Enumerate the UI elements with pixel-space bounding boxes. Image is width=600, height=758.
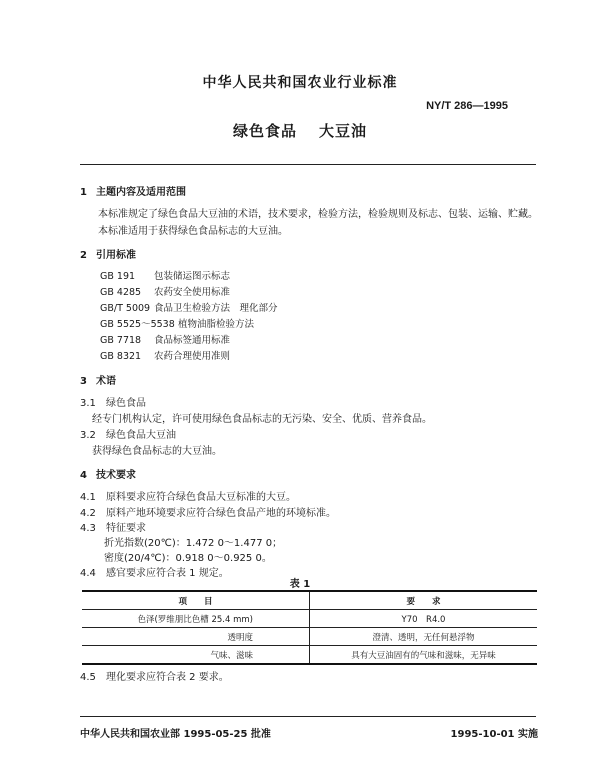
document-title-part2: 大豆油: [319, 122, 368, 140]
row-requirement: 澄清、透明，无任何悬浮物: [310, 628, 538, 646]
subsection-4-2: [80, 504, 336, 519]
refractive-index-line: 折光指数(20℃)：1.472 0～1.477 0；: [104, 538, 283, 549]
table-row: [82, 610, 537, 628]
reference-code: GB 191: [100, 271, 136, 282]
subsection-number: 4.2: [80, 508, 96, 519]
sensory-requirements-table: [82, 590, 537, 665]
section-1-heading: [80, 183, 186, 198]
section-1-number: 1: [80, 187, 87, 198]
section-1-paragraph-2: 本标准适用于获得绿色食品标志的大豆油。: [98, 226, 288, 237]
reference-item: [100, 284, 230, 298]
table-row: [82, 646, 537, 665]
reference-item: [100, 348, 230, 362]
subsection-text: 感官要求应符合表 1 规定。: [106, 568, 229, 579]
subsection-title: 绿色食品大豆油: [106, 430, 176, 441]
subsection-text: 理化要求应符合表 2 要求。: [106, 672, 229, 683]
reference-code: GB/T 5009: [100, 303, 151, 314]
row-requirement: 具有大豆油固有的气味和滋味，无异味: [310, 646, 538, 665]
subsection-number: 4.1: [80, 492, 96, 503]
reference-name: 包装储运图示标志: [154, 271, 231, 282]
subsection-text: 原料产地环境要求应符合绿色食品产地的环境标准。: [106, 508, 336, 519]
subsection-number: 3.2: [80, 430, 96, 441]
reference-code: GB 8321: [100, 351, 142, 362]
reference-name: 农药安全使用标准: [154, 287, 231, 298]
reference-name: 食品卫生检验方法 理化部分: [154, 303, 278, 314]
reference-item: [100, 316, 254, 330]
subsection-number: 4.4: [80, 568, 96, 579]
row-item: 气味、滋味: [82, 646, 310, 665]
reference-name: 食品标签通用标准: [154, 335, 231, 346]
subsection-number: 4.5: [80, 672, 96, 683]
reference-item: [100, 300, 278, 314]
section-3-title: 术语: [96, 376, 116, 387]
row-item: 透明度: [82, 628, 310, 646]
subsection-3-1-heading: [80, 394, 146, 409]
density-line: 密度(20/4℃)：0.918 0～0.925 0。: [104, 553, 272, 564]
subsection-text: 特征要求: [106, 523, 146, 534]
subsection-4-5: [80, 668, 229, 683]
table-1-caption: 表 1: [289, 579, 311, 590]
section-1-paragraph-1: 本标准规定了绿色食品大豆油的术语，技术要求，检验方法，检验规则及标志、包装、运输、贮藏。: [98, 209, 538, 220]
header-item: 项 目: [82, 591, 310, 610]
row-requirement: Y70 R4.0: [310, 610, 538, 628]
reference-name: 农药合理使用准则: [154, 351, 231, 362]
table-header-row: [82, 591, 537, 610]
reference-name: 植物油脂检验方法: [178, 319, 255, 330]
section-4-heading: [80, 466, 136, 481]
section-1-title: 主题内容及适用范围: [96, 187, 186, 198]
section-3-heading: [80, 372, 116, 387]
row-item: 色泽(罗维朋比色槽 25.4 mm): [82, 610, 310, 628]
document-title-part1: 绿色食品: [232, 122, 297, 140]
section-4-title: 技术要求: [96, 470, 136, 481]
section-2-heading: [80, 246, 136, 261]
reference-code: GB 4285: [100, 287, 142, 298]
header-divider: [80, 164, 536, 165]
table-row: [82, 628, 537, 646]
document-title: [0, 120, 600, 141]
subsection-title: 绿色食品: [106, 398, 146, 409]
standard-number: NY/T 286—1995: [426, 100, 508, 112]
reference-code: GB 5525～5538: [100, 319, 175, 330]
footer-issuer: 中华人民共和国农业部 1995-05-25 批准: [80, 729, 271, 740]
reference-code: GB 7718: [100, 335, 142, 346]
reference-item: [100, 332, 230, 346]
footer-divider: [80, 716, 536, 717]
section-2-number: 2: [80, 250, 87, 261]
section-4-number: 4: [80, 470, 87, 481]
subsection-3-1-text: 经专门机构认定，许可使用绿色食品标志的无污染、安全、优质、营养食品。: [92, 414, 432, 425]
header-requirement: 要 求: [310, 591, 538, 610]
subsection-number: 3.1: [80, 398, 96, 409]
footer-effective-date: 1995-10-01 实施: [450, 729, 538, 740]
subsection-4-3: [80, 519, 146, 534]
subsection-3-2-heading: [80, 426, 176, 441]
subsection-text: 原料要求应符合绿色食品大豆标准的大豆。: [106, 492, 296, 503]
subsection-3-2-text: 获得绿色食品标志的大豆油。: [92, 446, 222, 457]
subsection-4-1: [80, 488, 296, 503]
reference-item: [100, 268, 230, 282]
section-2-title: 引用标准: [96, 250, 136, 261]
standard-header-title: 中华人民共和国农业行业标准: [202, 75, 398, 91]
subsection-number: 4.3: [80, 523, 96, 534]
section-3-number: 3: [80, 376, 87, 387]
